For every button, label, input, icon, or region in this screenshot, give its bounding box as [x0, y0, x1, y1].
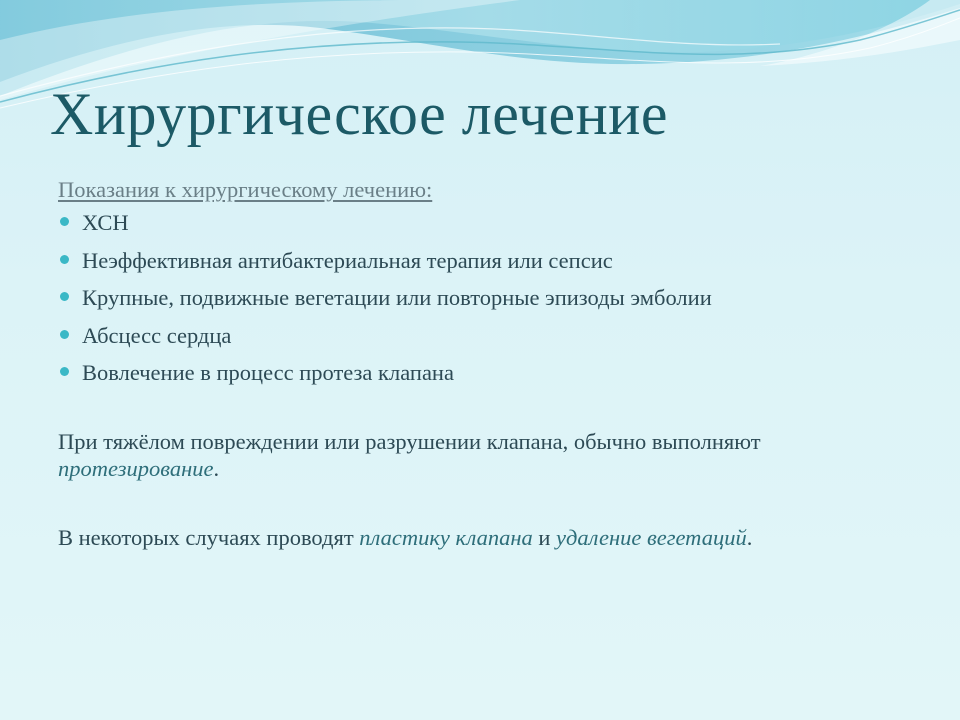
list-item	[58, 322, 898, 349]
slide-title: Хирургическое лечение	[50, 81, 668, 147]
paragraph-text: В некоторых случаях проводят	[58, 524, 360, 550]
emphasis-valve-plasty: пластику клапана	[359, 524, 533, 550]
paragraph-end: .	[746, 524, 753, 550]
paragraph-plasty	[58, 524, 898, 551]
bullet-dot-icon	[60, 255, 69, 264]
list-item	[58, 284, 898, 311]
indications-list	[58, 209, 898, 386]
list-item	[58, 209, 898, 236]
list-item-text: Абсцесс сердца	[82, 322, 232, 348]
subheading: Показания к хирургическому лечению:	[58, 177, 433, 202]
paragraph-middle: и	[532, 524, 557, 550]
emphasis-prosthetics: протезирование	[58, 456, 214, 482]
bullet-dot-icon	[60, 217, 69, 226]
bullet-dot-icon	[60, 367, 69, 376]
paragraph-end: .	[213, 456, 220, 482]
list-item-text: Крупные, подвижные вегетации или повторные эпизоды эмболии	[82, 285, 712, 311]
list-item	[58, 247, 898, 274]
list-item	[58, 359, 898, 386]
list-item-text: Вовлечение в процесс протеза клапана	[82, 360, 454, 386]
slide-content	[58, 176, 898, 551]
list-item-text: Неэффективная антибактериальная терапия или сепсис	[82, 247, 613, 273]
paragraph-text: При тяжёлом повреждении или разрушении клапана, обычно выполняют	[58, 428, 761, 454]
paragraph-prosthetics	[58, 428, 898, 483]
emphasis-vegetation-removal: удаление вегетаций	[556, 524, 747, 550]
bullet-dot-icon	[60, 292, 69, 301]
list-item-text: ХСН	[82, 210, 129, 236]
bullet-dot-icon	[60, 330, 69, 339]
